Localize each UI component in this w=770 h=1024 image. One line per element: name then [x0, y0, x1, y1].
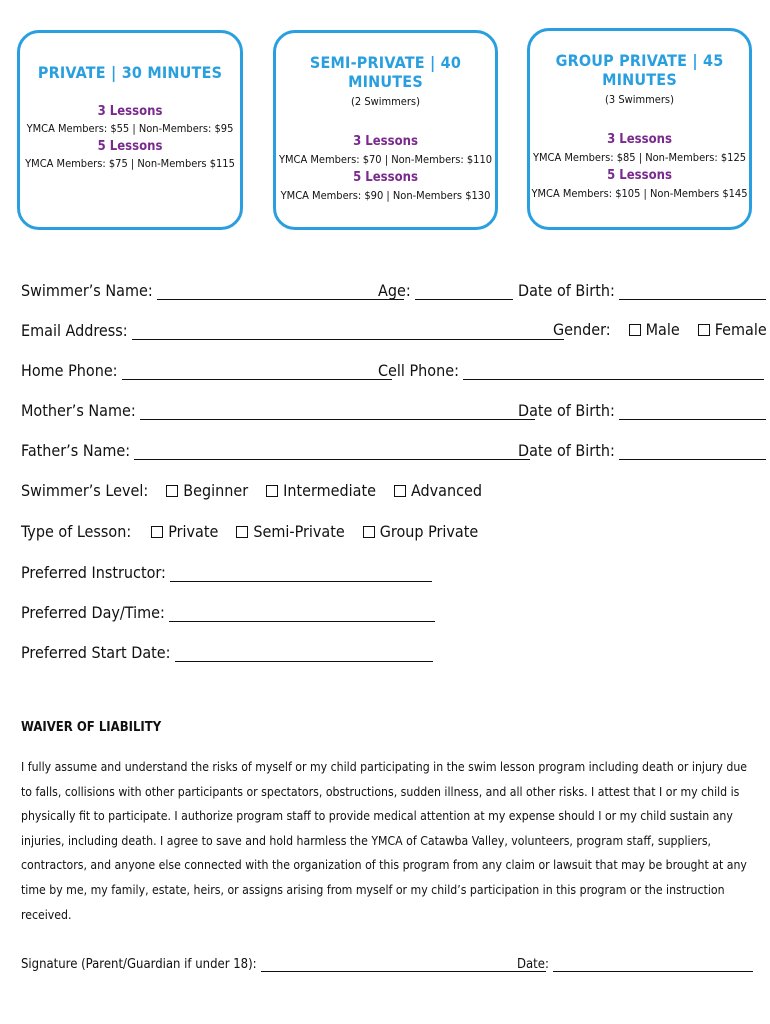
swimmer-level-field [21, 481, 482, 500]
group-private-pricing-box [527, 28, 752, 230]
waiver-title: WAIVER OF LIABILITY [21, 720, 162, 735]
level-beginner-option[interactable] [166, 481, 248, 500]
semi-private-checkbox[interactable] [236, 526, 248, 538]
lessons-3-label: 3 Lessons [607, 132, 672, 147]
price-5-lessons: YMCA Members: $75 | Non-Members $115 [25, 157, 235, 170]
father-name-label: Father’s Name: [21, 441, 131, 460]
type-private-option[interactable] [151, 522, 218, 541]
swimmer-level-label: Swimmer’s Level: [21, 481, 149, 500]
signature-date-field [517, 955, 753, 972]
beginner-label: Beginner [183, 481, 249, 500]
box-title: PRIVATE | 30 MINUTES [37, 63, 223, 82]
price-5-lessons: YMCA Members: $105 | Non-Members $145 [531, 187, 748, 200]
semi-private-label: Semi-Private [253, 522, 345, 541]
swimmer-name-input[interactable] [157, 283, 404, 300]
advanced-checkbox[interactable] [394, 485, 406, 497]
mother-name-field [21, 401, 535, 420]
signature-date-input[interactable] [553, 955, 753, 972]
box-title: SEMI-PRIVATE | 40 MINUTES [309, 53, 462, 91]
gender-label: Gender: [553, 320, 611, 339]
swimmer-dob-field [518, 281, 766, 300]
start-date-label: Preferred Start Date: [21, 643, 171, 662]
home-phone-input[interactable] [122, 363, 392, 380]
lessons-5-label: 5 Lessons [97, 139, 163, 154]
mother-dob-label: Date of Birth: [518, 401, 615, 420]
father-dob-input[interactable] [619, 443, 766, 460]
father-dob-label: Date of Birth: [518, 441, 615, 460]
lessons-3-label: 3 Lessons [353, 134, 418, 149]
swimmer-name-label: Swimmer’s Name: [21, 281, 153, 300]
age-input[interactable] [415, 283, 513, 300]
group-private-checkbox[interactable] [363, 526, 375, 538]
beginner-checkbox[interactable] [166, 485, 178, 497]
female-label: Female [714, 320, 767, 339]
mother-name-input[interactable] [140, 403, 535, 420]
private-checkbox[interactable] [151, 526, 163, 538]
start-date-input[interactable] [175, 645, 433, 662]
semi-private-pricing-box [273, 30, 498, 230]
lesson-type-field [21, 522, 478, 541]
male-checkbox[interactable] [629, 324, 641, 336]
instructor-label: Preferred Instructor: [21, 563, 166, 582]
female-checkbox[interactable] [698, 324, 710, 336]
box-title: GROUP PRIVATE | 45 MINUTES [555, 51, 724, 89]
lessons-3-label: 3 Lessons [97, 104, 163, 119]
cell-phone-field [378, 361, 764, 380]
group-private-label: Group Private [379, 522, 479, 541]
start-date-field [21, 643, 433, 662]
mother-dob-field [518, 401, 766, 420]
box-subtitle: (3 Swimmers) [605, 93, 674, 106]
swimmer-name-field [21, 281, 404, 300]
level-intermediate-option[interactable] [266, 481, 376, 500]
signature-input[interactable] [261, 955, 546, 972]
intermediate-label: Intermediate [283, 481, 376, 500]
level-advanced-option[interactable] [394, 481, 482, 500]
type-semi-private-option[interactable] [236, 522, 344, 541]
signature-field [21, 955, 546, 972]
day-time-input[interactable] [169, 605, 435, 622]
home-phone-field [21, 361, 392, 380]
swimmer-dob-input[interactable] [619, 283, 766, 300]
price-3-lessons: YMCA Members: $55 | Non-Members: $95 [26, 122, 234, 135]
lessons-5-label: 5 Lessons [353, 170, 418, 185]
signature-date-label: Date: [517, 957, 549, 972]
price-3-lessons: YMCA Members: $85 | Non-Members: $125 [532, 151, 747, 164]
email-label: Email Address: [21, 321, 128, 340]
instructor-input[interactable] [170, 565, 432, 582]
age-label: Age: [378, 281, 411, 300]
gender-male-option[interactable] [629, 320, 680, 339]
price-5-lessons: YMCA Members: $90 | Non-Members $130 [280, 189, 491, 202]
day-time-label: Preferred Day/Time: [21, 603, 165, 622]
age-field [378, 281, 513, 300]
father-dob-field [518, 441, 766, 460]
private-pricing-box [17, 30, 243, 230]
price-3-lessons: YMCA Members: $70 | Non-Members: $110 [278, 153, 493, 166]
mother-dob-input[interactable] [619, 403, 766, 420]
lesson-type-label: Type of Lesson: [21, 522, 132, 541]
gender-field [553, 320, 767, 339]
waiver-text: I fully assume and understand the risks of myself or my child participating in the swim lesson program including death or injury due to falls, collisions with other participants or spectators, obstructions, sudden illness, and all other risks. I attest that I or my child is physically fit to participate. I authorize program staff to provide medical attention at my expense should I or my child sustain any injuries, including death. I agree to save and hold harmless the YMCA of Catawba Valley, volunteers, program staff, suppliers, contractors, and anyone else connected with the organization of this program from any claim or lawsuit that may be brought at any time by me, my family, estate, heirs, or assigns arising from myself or my child’s participation in this program or the instruction received. [21, 760, 748, 922]
father-name-field [21, 441, 530, 460]
gender-female-option[interactable] [698, 320, 767, 339]
cell-phone-label: Cell Phone: [378, 361, 459, 380]
instructor-field [21, 563, 432, 582]
type-group-private-option[interactable] [363, 522, 479, 541]
lessons-5-label: 5 Lessons [607, 168, 672, 183]
swimmer-dob-label: Date of Birth: [518, 281, 615, 300]
father-name-input[interactable] [134, 443, 530, 460]
cell-phone-input[interactable] [463, 363, 764, 380]
box-subtitle: (2 Swimmers) [351, 95, 420, 108]
day-time-field [21, 603, 435, 622]
advanced-label: Advanced [410, 481, 483, 500]
email-field [21, 321, 564, 340]
home-phone-label: Home Phone: [21, 361, 118, 380]
email-input[interactable] [132, 323, 564, 340]
male-label: Male [645, 320, 680, 339]
intermediate-checkbox[interactable] [266, 485, 278, 497]
mother-name-label: Mother’s Name: [21, 401, 136, 420]
private-label: Private [168, 522, 219, 541]
signature-label: Signature (Parent/Guardian if under 18): [21, 957, 257, 972]
